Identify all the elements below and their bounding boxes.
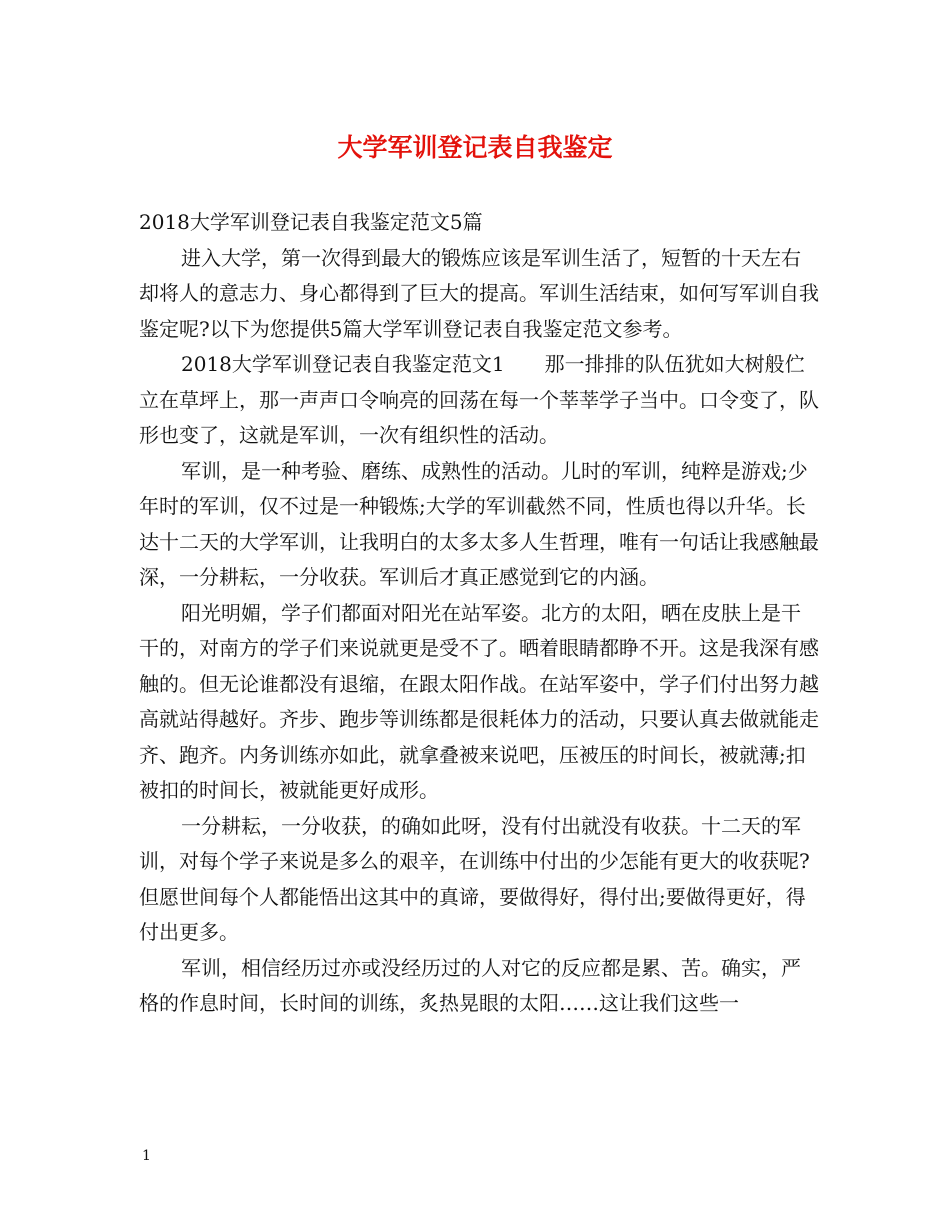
paragraph: 2018大学军训登记表自我鉴定范文1 那一排排的队伍犹如大树般伫立在草坪上，那一声声口令响亮的回荡在每一个莘莘学子当中。口令变了，队形也变了，这就是军训，一次有组织性的活动。 (139, 352, 819, 447)
subtitle-line: 2018大学军训登记表自我鉴定范文5篇 (139, 210, 483, 234)
paragraph: 进入大学，第一次得到最大的锻炼应该是军训生活了，短暂的十天左右却将人的意志力、身心都得到了巨大的提高。军训生活结束，如何写军训自我鉴定呢?以下为您提供5篇大学军训登记表自我鉴定范文参考。 (139, 245, 819, 341)
paragraph: 一分耕耘，一分收获，的确如此呀，没有付出就没有收获。十二天的军训，对每个学子来说是多么的艰辛，在训练中付出的少怎能有更大的收获呢?但愿世间每个人都能悟出这其中的真谛，要做得好，得付出;要做得更好，得付出更多。 (139, 813, 810, 944)
page-number: 1 (142, 1148, 151, 1164)
paragraph: 军训，相信经历过亦或没经历过的人对它的反应都是累、苦。确实，严格的作息时间，长时间的训练，炙热晃眼的太阳……这让我们这些一 (139, 955, 801, 1015)
page-title: 大学军训登记表自我鉴定 (337, 133, 613, 162)
paragraph: 军训，是一种考验、磨练、成熟性的活动。儿时的军训，纯粹是游戏;少年时的军训，仅不过是一种锻炼;大学的军训截然不同，性质也得以升华。长达十二天的大学军训，让我明白的太多太多人生哲理，唯有一句话让我感触最深，一分耕耘，一分收获。军训后才真正感觉到它的内涵。 (139, 458, 819, 589)
paragraph: 阳光明媚，学子们都面对阳光在站军姿。北方的太阳，晒在皮肤上是干干的，对南方的学子们来说就更是受不了。晒着眼睛都睁不开。这是我深有感触的。但无论谁都没有退缩，在跟太阳作战。在站军姿中，学子们付出努力越高就站得越好。齐步、跑步等训练都是很耗体力的活动，只要认真去做就能走齐、跑齐。内务训练亦如此，就拿叠被来说吧，压被压的时间长，被就薄;扣被扣的时间长，被就能更好成形。 (139, 600, 819, 802)
document-body (139, 205, 819, 1022)
